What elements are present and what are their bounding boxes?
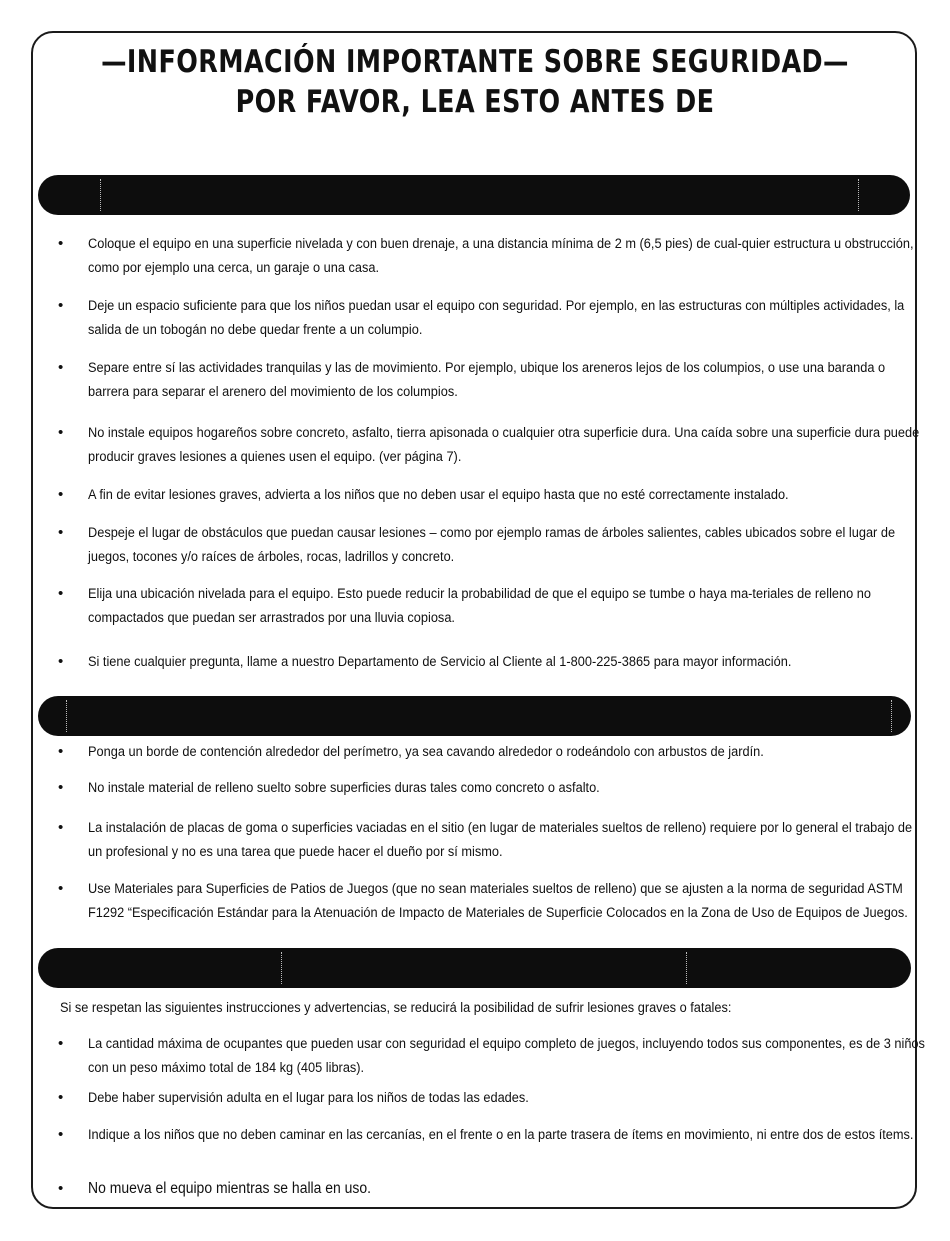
- dotted-divider: [891, 700, 892, 732]
- section-header-bar-1: [38, 175, 910, 215]
- section-header-bar-2: [38, 696, 911, 736]
- list-item: • Coloque el equipo en una superficie nivelada y con buen drenaje, a una distancia mínima de 2 m (6,5 pies) de cual-quier estructura u obstrucción, como por ejemplo una cerca, un garaje o una casa.: [58, 235, 914, 276]
- list-item: • No instale material de relleno suelto sobre superficies duras tales como concreto o asfalto.: [58, 779, 600, 796]
- dotted-divider: [281, 952, 282, 984]
- dotted-divider: [66, 700, 67, 732]
- list-item: • No instale equipos hogareños sobre concreto, asfalto, tierra apisonada o cualquier otra superficie dura. Una caída sobre una superficie dura puede producir graves lesiones a quienes usen el equipo. (ver página 7).: [58, 424, 920, 465]
- list-item: • Debe haber supervisión adulta en el lugar para los niños de todas las edades.: [58, 1089, 529, 1106]
- list-item: • A fin de evitar lesiones graves, advierta a los niños que no deben usar el equipo hasta que no esté correctamente instalado.: [58, 486, 789, 503]
- list-item: • Ponga un borde de contención alrededor del perímetro, ya sea cavando alrededor o rodeándolo con arbustos de jardín.: [58, 743, 764, 760]
- dotted-divider: [686, 952, 687, 984]
- list-item: • La cantidad máxima de ocupantes que pueden usar con seguridad el equipo completo de juegos, incluyendo todos sus componentes, es de 3 niños con un peso máximo total de 184 kg (405 libras).: [58, 1035, 925, 1076]
- list-item: • Elija una ubicación nivelada para el equipo. Esto puede reducir la probabilidad de que el equipo se tumbe o haya ma-teriales de relleno no compactados que puedan ser arrastrados por una lluvia copiosa.: [58, 585, 871, 626]
- list-item: • Use Materiales para Superficies de Patios de Juegos (que no sean materiales sueltos de relleno) que se ajusten a la norma de seguridad ASTM F1292 “Especificación Estándar para la Atenuación de Impacto de Materiales de Superficie Colocados en la Zona de Uso de Equipos de Juegos.: [58, 880, 908, 921]
- page-title-line-2: POR FAVOR, LEA ESTO ANTES DE: [235, 84, 715, 120]
- list-item: • Deje un espacio suficiente para que los niños puedan usar el equipo con seguridad. Por ejemplo, en las estructuras con múltiples actividades, la salida de un tobogán no debe quedar frente a un columpio.: [58, 297, 905, 338]
- list-item: • No mueva el equipo mientras se halla en uso.: [58, 1180, 372, 1197]
- list-item: • Despeje el lugar de obstáculos que puedan causar lesiones – como por ejemplo ramas de árboles salientes, cables ubicados sobre el lugar de juegos, tocones y/o raíces de árboles, rocas, ladrillos y concreto.: [58, 524, 896, 565]
- section-3-intro: Si se respetan las siguientes instrucciones y advertencias, se reducirá la posibilidad de sufrir lesiones graves o fatales:: [60, 1000, 732, 1016]
- list-item: • La instalación de placas de goma o superficies vaciadas en el sitio (en lugar de materiales sueltos de relleno) requiere por lo general el trabajo de un profesional y no es una tarea que puede hacer el dueño por sí mismo.: [58, 819, 913, 860]
- section-header-bar-3: [38, 948, 911, 988]
- list-item: • Separe entre sí las actividades tranquilas y las de movimiento. Por ejemplo, ubique los areneros lejos de los columpios, o use una baranda o barrera para separar el arenero del movimiento de los columpios.: [58, 359, 886, 400]
- dotted-divider: [100, 179, 101, 211]
- list-item: • Si tiene cualquier pregunta, llame a nuestro Departamento de Servicio al Cliente al 1-800-225-3865 para mayor información.: [58, 653, 792, 670]
- dotted-divider: [858, 179, 859, 211]
- list-item: • Indique a los niños que no deben caminar en las cercanías, en el frente o en la parte trasera de ítems en movimiento, ni entre dos de estos ítems.: [58, 1126, 914, 1143]
- page-title-line-1: —INFORMACIÓN IMPORTANTE SOBRE SEGURIDAD—: [101, 44, 849, 80]
